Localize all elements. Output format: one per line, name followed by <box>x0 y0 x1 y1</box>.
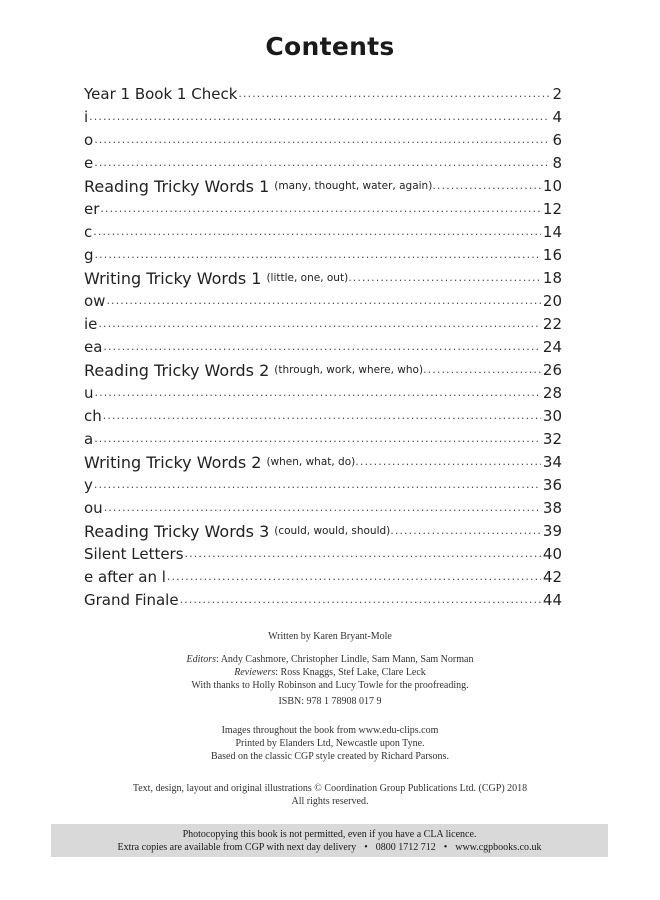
toc-sublabel: (little, one, out) <box>266 272 349 284</box>
toc-page-number: 14 <box>542 223 562 241</box>
toc-sublabel: (many, thought, water, again) <box>274 180 433 192</box>
toc-label: Writing Tricky Words 2 <box>84 453 262 472</box>
style-credit: Based on the classic CGP style created by Richard Parsons. <box>211 751 449 762</box>
toc-entry-4[interactable] <box>84 175 562 198</box>
toc-page-number: 20 <box>542 292 562 310</box>
toc-page-number: 28 <box>542 384 562 402</box>
toc-page-number: 38 <box>542 499 562 517</box>
leader-dots <box>238 84 550 104</box>
isbn: ISBN: 978 1 78908 017 9 <box>278 696 382 707</box>
toc-entry-12[interactable] <box>84 359 562 382</box>
leader-dots <box>94 475 541 495</box>
leader-dots <box>106 291 540 311</box>
toc-page-number: 16 <box>542 246 562 264</box>
editors-names: : Andy Cashmore, Christopher Lindle, Sam Mann, Sam Norman <box>215 654 474 665</box>
leader-dots <box>423 360 541 380</box>
toc-label: u <box>84 384 94 402</box>
toc-label: c <box>84 223 93 241</box>
website-link[interactable]: www.cgpbooks.co.uk <box>455 842 542 853</box>
leader-dots <box>100 199 541 219</box>
toc-page-number: 6 <box>552 131 562 149</box>
toc-entry-0[interactable] <box>84 83 562 106</box>
bullet-separator: • <box>364 842 368 853</box>
toc-entry-8[interactable] <box>84 267 562 290</box>
leader-dots <box>348 268 541 288</box>
toc-label: g <box>84 246 94 264</box>
leader-dots <box>104 498 541 518</box>
toc-label: Reading Tricky Words 2 <box>84 361 270 380</box>
toc-page-number: 34 <box>542 453 562 471</box>
toc-label: Grand Finale <box>84 591 179 609</box>
toc-entry-17[interactable] <box>84 474 562 497</box>
toc-entry-13[interactable] <box>84 382 562 405</box>
leader-dots <box>93 222 541 242</box>
toc-page-number: 24 <box>542 338 562 356</box>
toc-label: Year 1 Book 1 Check <box>84 85 238 103</box>
toc-label: o <box>84 131 94 149</box>
toc-page-number: 44 <box>542 591 562 609</box>
toc-entry-14[interactable] <box>84 405 562 428</box>
toc-page-number: 22 <box>542 315 562 333</box>
toc-label: e <box>84 154 94 172</box>
photocopy-notice: Photocopying this book is not permitted, even if you have a CLA licence. <box>182 829 477 840</box>
table-of-contents <box>84 83 562 612</box>
toc-page-number: 30 <box>542 407 562 425</box>
toc-label: i <box>84 108 89 126</box>
page-title: Contents <box>265 32 395 61</box>
toc-entry-20[interactable] <box>84 543 562 566</box>
leader-dots <box>185 544 541 564</box>
leader-dots <box>390 521 541 541</box>
toc-entry-21[interactable] <box>84 566 562 589</box>
toc-entry-19[interactable] <box>84 520 562 543</box>
toc-page-number: 10 <box>542 177 562 195</box>
toc-entry-11[interactable] <box>84 336 562 359</box>
reviewers-line <box>0 666 660 679</box>
phone-number: 0800 1712 712 <box>375 842 436 853</box>
toc-entry-10[interactable] <box>84 313 562 336</box>
toc-label: e after an l <box>84 568 166 586</box>
toc-sublabel: (through, work, where, who) <box>274 364 424 376</box>
toc-label: Reading Tricky Words 1 <box>84 177 270 196</box>
toc-label: er <box>84 200 100 218</box>
toc-page-number: 36 <box>542 476 562 494</box>
ordering-line <box>51 841 608 854</box>
toc-label: ow <box>84 292 106 310</box>
rights-line: All rights reserved. <box>291 796 369 807</box>
thanks-line: With thanks to Holly Robinson and Lucy Towle for the proofreading. <box>191 680 469 691</box>
author-credit: Written by Karen Bryant-Mole <box>268 631 392 642</box>
toc-page-number: 32 <box>542 430 562 448</box>
toc-label: a <box>84 430 94 448</box>
reviewers-label: Reviewers <box>234 667 276 678</box>
toc-page-number: 39 <box>542 522 562 540</box>
toc-label: ea <box>84 338 103 356</box>
toc-page-number: 4 <box>552 108 562 126</box>
toc-page-number: 40 <box>542 545 562 563</box>
toc-entry-3[interactable] <box>84 152 562 175</box>
editors-line <box>0 653 660 666</box>
toc-page-number: 12 <box>542 200 562 218</box>
toc-label: Silent Letters <box>84 545 184 563</box>
toc-label: Writing Tricky Words 1 <box>84 269 262 288</box>
toc-entry-6[interactable] <box>84 221 562 244</box>
toc-label: ch <box>84 407 102 425</box>
leader-dots <box>95 245 541 265</box>
leader-dots <box>95 383 541 403</box>
copyright-line: Text, design, layout and original illustrations © Coordination Group Publications Ltd. (CGP) 2018 <box>132 783 528 794</box>
leader-dots <box>432 176 541 196</box>
toc-entry-15[interactable] <box>84 428 562 451</box>
toc-entry-1[interactable] <box>84 106 562 129</box>
leader-dots <box>89 107 550 127</box>
leader-dots <box>355 452 541 472</box>
toc-sublabel: (when, what, do) <box>266 456 356 468</box>
toc-entry-9[interactable] <box>84 290 562 313</box>
leader-dots <box>167 567 541 587</box>
toc-page-number: 2 <box>552 85 562 103</box>
printer-credit: Printed by Elanders Ltd, Newcastle upon Tyne. <box>235 738 425 749</box>
reviewers-names: : Ross Knaggs, Stef Lake, Clare Leck <box>275 667 426 678</box>
extra-copies-text: Extra copies are available from CGP with next day delivery <box>117 842 357 853</box>
toc-entry-2[interactable] <box>84 129 562 152</box>
leader-dots <box>94 130 550 150</box>
toc-label: ou <box>84 499 103 517</box>
toc-label: y <box>84 476 93 494</box>
toc-entry-7[interactable] <box>84 244 562 267</box>
leader-dots <box>103 406 541 426</box>
toc-entry-16[interactable] <box>84 451 562 474</box>
toc-entry-22[interactable] <box>84 589 562 612</box>
editors-label: Editors <box>186 654 216 665</box>
toc-page-number: 8 <box>552 154 562 172</box>
images-credit: Images throughout the book from www.edu-clips.com <box>221 725 439 736</box>
toc-label: Reading Tricky Words 3 <box>84 522 270 541</box>
toc-label: ie <box>84 315 98 333</box>
photocopy-notice-band <box>51 824 608 857</box>
leader-dots <box>98 314 541 334</box>
toc-entry-5[interactable] <box>84 198 562 221</box>
bullet-separator: • <box>443 842 448 853</box>
leader-dots <box>180 590 541 610</box>
leader-dots <box>94 429 541 449</box>
toc-page-number: 42 <box>542 568 562 586</box>
toc-page-number: 18 <box>542 269 562 287</box>
toc-page-number: 26 <box>542 361 562 379</box>
toc-sublabel: (could, would, should) <box>274 525 391 537</box>
leader-dots <box>94 153 550 173</box>
leader-dots <box>103 337 540 357</box>
toc-entry-18[interactable] <box>84 497 562 520</box>
